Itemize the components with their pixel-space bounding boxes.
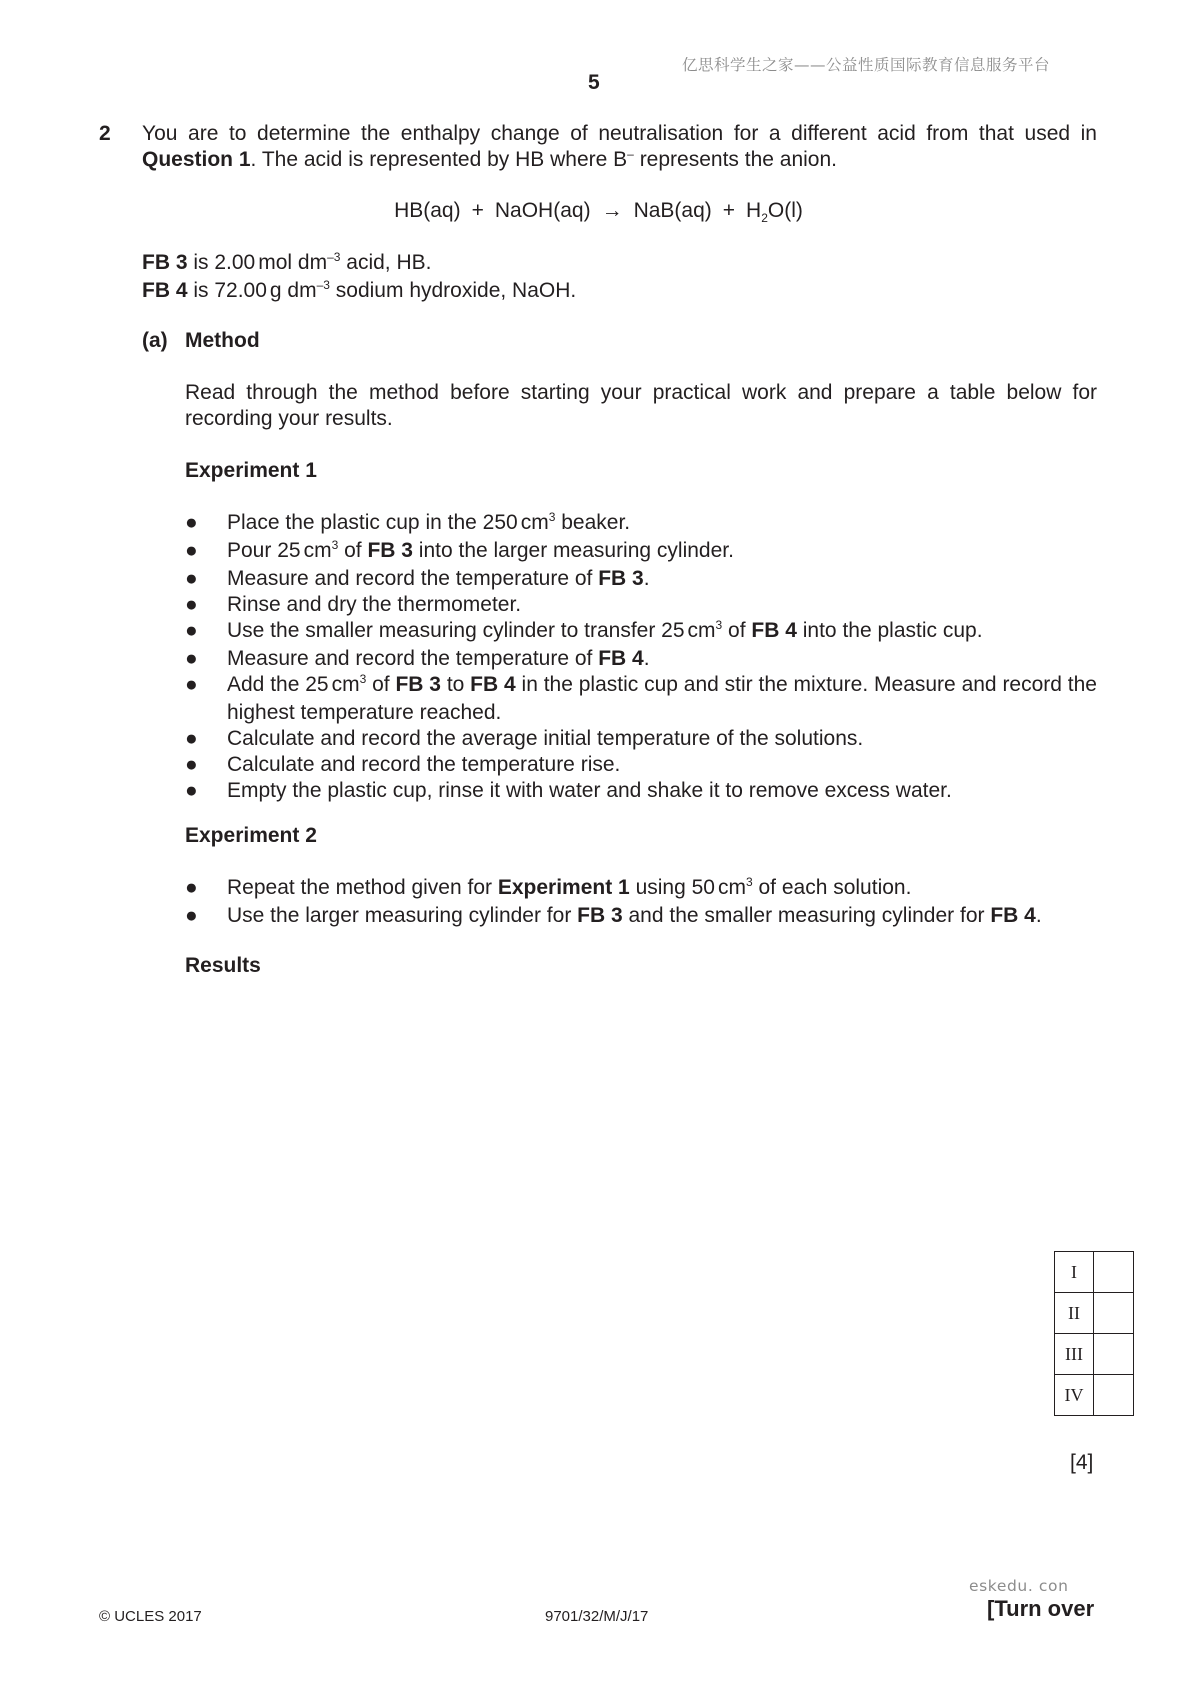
reaction-equation: HB(aq) + NaOH(aq) → $NaB(aq) + H_2O(l)$ — [394, 199, 803, 225]
mark-box — [1094, 1334, 1134, 1375]
mark-label: III — [1055, 1334, 1094, 1375]
experiment1-steps — [185, 510, 1097, 804]
page-number: 5 — [588, 71, 600, 94]
list-item: ● Measure and record the temperature of FB 4. — [185, 647, 650, 670]
method-instruction: Read through the method before starting your practical work and prepare a table below for recording your results. — [185, 381, 1097, 430]
mark-box — [1094, 1252, 1134, 1293]
solution-fb4: FB 4 is 72.00 g $dm^{-3}$ sodium hydroxide, NaOH. — [142, 278, 577, 302]
mark-row — [1055, 1334, 1134, 1375]
mark-label: IV — [1055, 1375, 1094, 1416]
site-watermark: eskedu. con — [969, 1577, 1069, 1595]
mark-row — [1055, 1375, 1134, 1416]
list-item: ● Repeat the method given for Experiment 1 using 50 $cm^3$ of each solution. — [185, 875, 912, 899]
list-item: ● Empty the plastic cup, rinse it with water and shake it to remove excess water. — [185, 779, 952, 802]
watermark-text: 亿思科学生之家——公益性质国际教育信息服务平台 — [682, 56, 1051, 74]
question-intro: You are to determine the enthalpy change of neutralisation for a different acid from that used in Question 1. The acid is represented by HB where B– represents the anion. — [142, 122, 1097, 171]
list-item: ● Calculate and record the temperature rise. — [185, 753, 621, 776]
experiment2-steps — [185, 875, 1097, 929]
list-item: ● Calculate and record the average initial temperature of the solutions. — [185, 727, 864, 750]
part-a-title: Method — [185, 329, 260, 352]
mark-label: II — [1055, 1293, 1094, 1334]
turn-over-text: [Turn over — [987, 1596, 1095, 1621]
solution-list — [142, 250, 576, 306]
paper-code: 9701/32/M/J/17 — [545, 1608, 649, 1625]
experiment2-heading: Experiment 2 — [185, 824, 317, 847]
list-item: ● Place the plastic cup in the 250 $cm^3$ beaker. — [185, 510, 631, 534]
question-number: 2 — [99, 122, 111, 145]
part-a-label: (a) — [142, 329, 168, 352]
mark-label: I — [1055, 1252, 1094, 1293]
mark-row — [1055, 1252, 1134, 1293]
question-ref: Question 1 — [142, 148, 251, 171]
results-heading: Results — [185, 954, 261, 977]
mark-box — [1094, 1293, 1134, 1334]
list-item: ● Use the larger measuring cylinder for FB 3 and the smaller measuring cylinder for FB 4. — [185, 904, 1042, 927]
experiment1-heading: Experiment 1 — [185, 459, 317, 482]
total-marks: [4] — [1070, 1451, 1094, 1474]
mark-box — [1094, 1375, 1134, 1416]
list-item: ● Rinse and dry the thermometer. — [185, 593, 522, 616]
mark-boxes — [1054, 1251, 1134, 1416]
list-item: ● Pour 25 $cm^3$ of FB 3 into the larger measuring cylinder. — [185, 538, 734, 562]
list-item: ● Use the smaller measuring cylinder to transfer 25 $cm^3$ of FB 4 into the plastic cup. — [185, 618, 983, 642]
list-item: ● Measure and record the temperature of FB 3. — [185, 567, 650, 590]
solution-fb3: FB 3 is 2.00 mol $dm^{-3}$ acid, HB. — [142, 250, 432, 274]
list-item: ● Add the 25 $cm^3$ of FB 3 to FB 4 in the plastic cup and stir the mixture. Measure and record the highest temperature reached. — [185, 672, 1097, 724]
copyright-text: © UCLES 2017 — [99, 1608, 202, 1625]
mark-row — [1055, 1293, 1134, 1334]
